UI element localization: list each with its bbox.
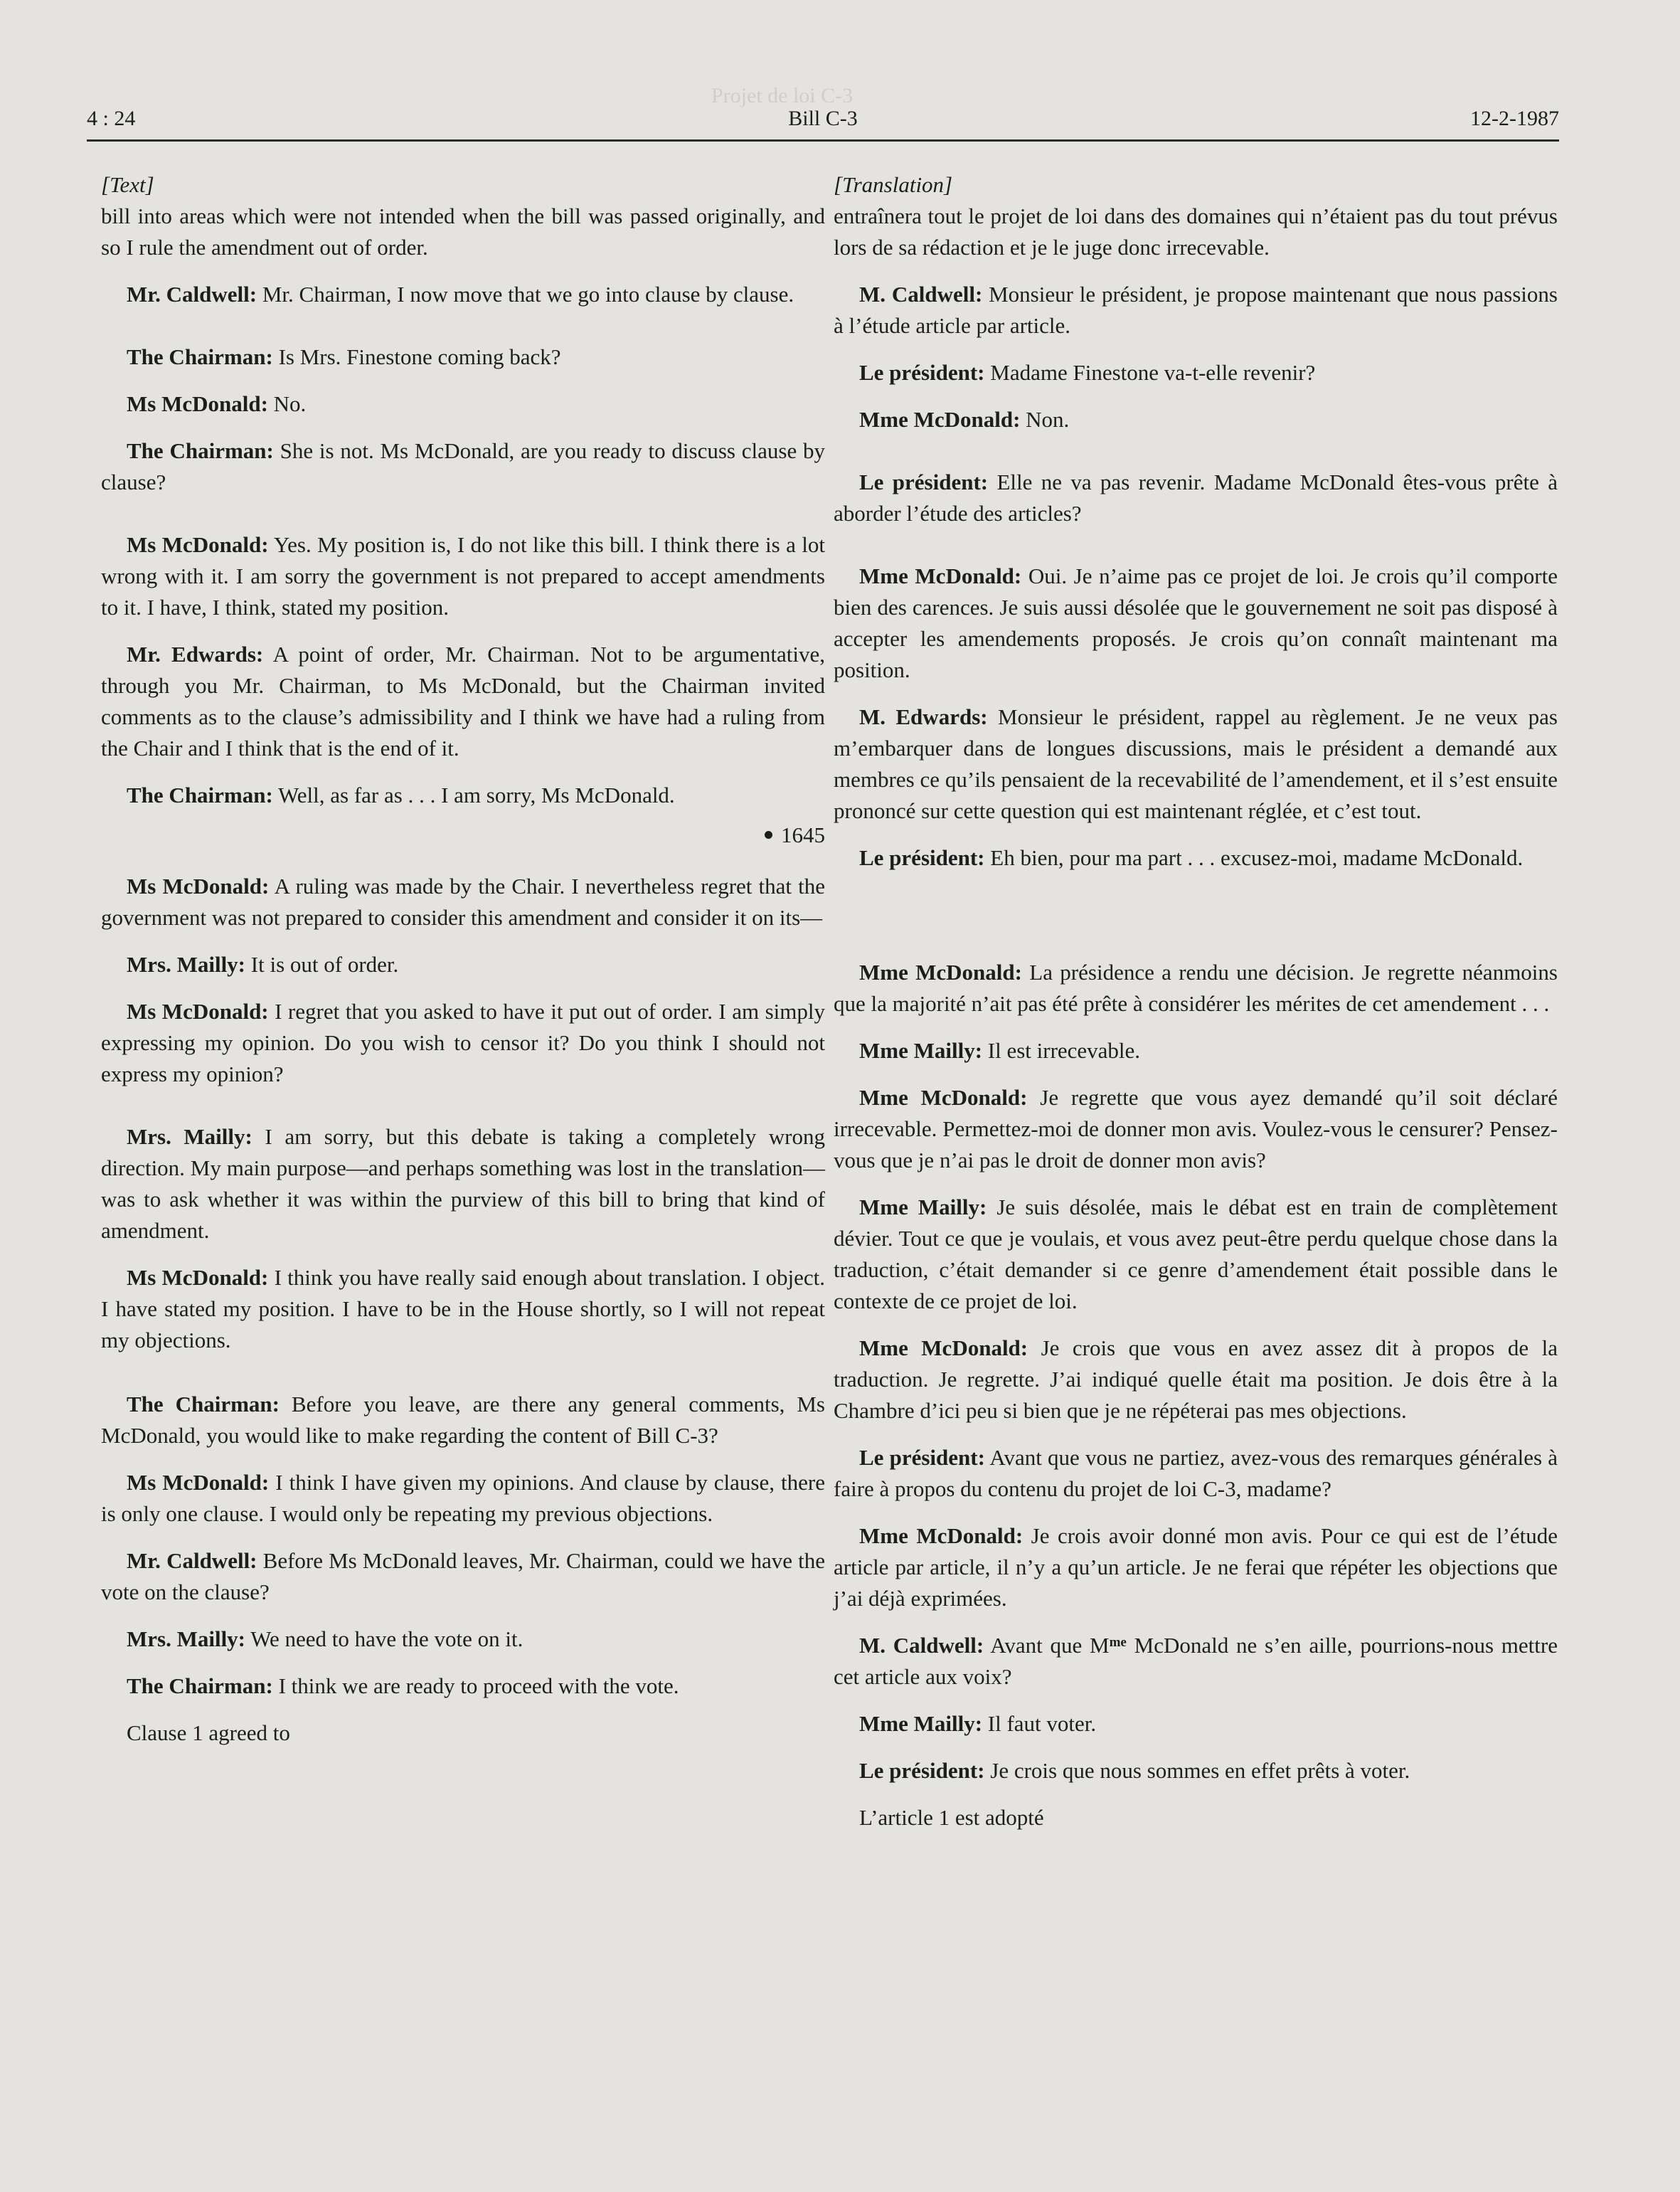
speaker-name: Le président: <box>859 1758 985 1783</box>
transcript-paragraph: Le président: Eh bien, pour ma part . . . excusez-moi, madame McDonald. <box>859 845 1524 870</box>
speaker-name: M. Edwards: <box>859 704 988 729</box>
transcript-paragraph: Ms McDonald: No. <box>127 391 307 416</box>
transcript-paragraph: Mme McDonald: Non. <box>859 407 1070 432</box>
speaker-name: M. Caldwell: <box>859 282 983 307</box>
transcript-paragraph: Ms McDonald: I think I have given my opinions. And clause by clause, there is only one clause. I would only be repeating my previous objections. <box>101 1470 825 1526</box>
motion-result: L’article 1 est adopté <box>859 1805 1044 1830</box>
french-column <box>834 169 1558 1849</box>
speaker-name: Ms McDonald: <box>127 391 268 416</box>
speaker-name: Mme McDonald: <box>859 1335 1028 1360</box>
transcript-paragraph: Le président: Elle ne va pas revenir. Madame McDonald êtes-vous prête à aborder l’étude des articles? <box>834 470 1558 526</box>
speaker-name: The Chairman: <box>127 1673 273 1698</box>
speaker-name: Ms McDonald: <box>127 999 269 1024</box>
speaker-name: Mr. Caldwell: <box>127 1548 257 1573</box>
speaker-name: Mr. Caldwell: <box>127 282 257 307</box>
transcript-paragraph: Mr. Caldwell: Mr. Chairman, I now move that we go into clause by clause. <box>127 282 794 307</box>
transcript-paragraph: The Chairman: She is not. Ms McDonald, are you ready to discuss clause by clause? <box>101 438 825 494</box>
speaker-name: Mr. Edwards: <box>127 642 264 667</box>
transcript-paragraph: M. Caldwell: Monsieur le président, je propose maintenant que nous passions à l’étude article par article. <box>834 282 1558 338</box>
page-header <box>87 107 1559 142</box>
speaker-name: Mrs. Mailly: <box>127 1124 252 1149</box>
transcript-paragraph: Mme McDonald: Je regrette que vous ayez demandé qu’il soit déclaré irrecevable. Permettez-moi de donner mon avis. Voulez-vous le censurer? Pensez-vous que je n’ai pas le droit de donner mon avis? <box>834 1085 1558 1172</box>
speaker-name: Mme McDonald: <box>859 960 1022 985</box>
speaker-name: The Chairman: <box>127 783 273 808</box>
speaker-name: Ms McDonald: <box>127 532 269 557</box>
page-date: 12-2-1987 <box>1470 107 1559 130</box>
transcript-paragraph: bill into areas which were not intended when the bill was passed originally, and so I rule the amendment out of order. <box>101 203 825 260</box>
english-column <box>101 169 825 1764</box>
transcript-paragraph: Mrs. Mailly: It is out of order. <box>127 952 399 977</box>
speaker-name: Mme Mailly: <box>859 1195 987 1219</box>
transcript-paragraph: Ms McDonald: Yes. My position is, I do not like this bill. I think there is a lot wrong with it. I am sorry the government is not prepared to accept amendments to it. I have, I think, stated my position. <box>101 532 825 620</box>
column-heading-text: [Translation] <box>834 172 953 197</box>
motion-result: Clause 1 agreed to <box>127 1720 290 1745</box>
transcript-paragraph: Mme Mailly: Il faut voter. <box>859 1711 1097 1736</box>
superscript: me <box>1109 1635 1127 1650</box>
column-heading-text: [Text] <box>101 172 154 197</box>
speaker-name: Mme McDonald: <box>859 1085 1028 1110</box>
speaker-name: Mme Mailly: <box>859 1711 983 1736</box>
time-marker: 1645 <box>101 820 825 851</box>
speaker-name: Le président: <box>859 1445 985 1470</box>
speaker-name: M. Caldwell: <box>859 1633 984 1658</box>
transcript-paragraph: Mrs. Mailly: We need to have the vote on it. <box>127 1626 523 1651</box>
speaker-name: Mrs. Mailly: <box>127 1626 246 1651</box>
bill-title: Bill C-3 <box>788 107 858 130</box>
transcript-paragraph: Mme McDonald: La présidence a rendu une décision. Je regrette néanmoins que la majorité n’ait pas été prête à considérer les mérites de cet amendement . . . <box>834 960 1558 1016</box>
transcript-paragraph: Mme Mailly: Je suis désolée, mais le débat est en train de complètement dévier. Tout ce que je voulais, et vous avez peut-être perdu quelque chose dans la traduction, c’était demander si ce genre d’amendement était possible dans le contexte de ce projet de loi. <box>834 1195 1558 1313</box>
speaker-name: Ms McDonald: <box>127 874 270 899</box>
transcript-paragraph: M. Caldwell: Avant que $M^{me}$ McDonald ne s’en aille, pourrions-nous mettre cet article aux voix? <box>834 1633 1558 1689</box>
transcript-paragraph: Ms McDonald: I regret that you asked to have it put out of order. I am simply expressing my opinion. Do you wish to censor it? Do you think I should not express my opinion? <box>101 999 825 1086</box>
speaker-name: Le président: <box>859 470 989 494</box>
transcript-paragraph: The Chairman: I think we are ready to proceed with the vote. <box>127 1673 679 1698</box>
transcript-paragraph: Le président: Je crois que nous sommes en effet prêts à voter. <box>859 1758 1410 1783</box>
speaker-name: The Chairman: <box>127 1392 280 1417</box>
speaker-name: The Chairman: <box>127 438 274 463</box>
transcript-paragraph: Mrs. Mailly: I am sorry, but this debate is taking a completely wrong direction. My main purpose—and perhaps something was lost in the translation—was to ask whether it was within the purview of this bill to bring that kind of amendment. <box>101 1124 825 1243</box>
transcript-paragraph: Mr. Caldwell: Before Ms McDonald leaves, Mr. Chairman, could we have the vote on the clause? <box>101 1548 825 1604</box>
speaker-name: Mme McDonald: <box>859 563 1022 588</box>
transcript-paragraph: The Chairman: Before you leave, are there any general comments, Ms McDonald, you would like to make regarding the content of Bill C-3? <box>101 1392 825 1448</box>
speaker-name: Ms McDonald: <box>127 1470 270 1495</box>
transcript-paragraph: The Chairman: Well, as far as . . . I am sorry, Ms McDonald. <box>127 783 675 808</box>
speaker-name: The Chairman: <box>127 344 273 369</box>
speaker-name: Ms McDonald: <box>127 1265 269 1290</box>
speaker-name: Le président: <box>859 360 985 385</box>
transcript-paragraph: Le président: Madame Finestone va-t-elle revenir? <box>859 360 1316 385</box>
transcript-paragraph: Le président: Avant que vous ne partiez, avez-vous des remarques générales à faire à propos du contenu du projet de loi C-3, madame? <box>834 1445 1558 1501</box>
transcript-paragraph: Mme Mailly: Il est irrecevable. <box>859 1038 1141 1063</box>
bullet-icon <box>765 831 772 839</box>
speaker-name: Mme McDonald: <box>859 407 1021 432</box>
transcript-paragraph: Ms McDonald: A ruling was made by the Chair. I nevertheless regret that the government was not prepared to consider this amendment and consider it on its— <box>101 874 825 930</box>
speaker-name: Le président: <box>859 845 985 870</box>
transcript-paragraph: M. Edwards: Monsieur le président, rappel au règlement. Je ne veux pas m’embarquer dans de longues discussions, mais le président a demandé aux membres ce qu’ils pensaient de la recevabilité de l’amendement, et il s’est ensuite prononcé sur cette question qui est maintenant réglée, et c’est tout. <box>834 704 1558 823</box>
speaker-name: Mme McDonald: <box>859 1523 1024 1548</box>
transcript-paragraph: Mr. Edwards: A point of order, Mr. Chairman. Not to be argumentative, through you Mr. Chairman, to Ms McDonald, but the Chairman invited comments as to the clause’s admissibility and I think we have had a ruling from the Chair and I think that is the end of it. <box>101 642 825 761</box>
transcript-paragraph: Mme McDonald: Je crois que vous en avez assez dit à propos de la traduction. Je regrette. J’ai indiqué quelle était ma position. Je dois être à la Chambre d’ici peu si bien que je ne répéterai pas mes objections. <box>834 1335 1558 1423</box>
transcript-paragraph: Mme McDonald: Oui. Je n’aime pas ce projet de loi. Je crois qu’il comporte bien des carences. Je suis aussi désolée que le gouvernement ne soit pas disposé à accepter les amendements proposés. Je crois qu’on connaît maintenant ma position. <box>834 563 1558 682</box>
page-number: 4 : 24 <box>87 107 136 130</box>
speaker-name: Mme Mailly: <box>859 1038 983 1063</box>
speaker-name: Mrs. Mailly: <box>127 952 246 977</box>
transcript-paragraph: Mme McDonald: Je crois avoir donné mon avis. Pour ce qui est de l’étude article par article, il n’y a qu’un article. Je ne ferai que répéter les objections que j’ai déjà exprimées. <box>834 1523 1558 1611</box>
transcript-paragraph: entraînera tout le projet de loi dans des domaines qui n’étaient pas du tout prévus lors de sa rédaction et je le juge donc irrecevable. <box>834 203 1558 260</box>
show-through-header: Projet de loi C-3 <box>711 84 854 107</box>
transcript-paragraph: The Chairman: Is Mrs. Finestone coming back? <box>127 344 561 369</box>
transcript-paragraph: Ms McDonald: I think you have really said enough about translation. I object. I have stated my position. I have to be in the House shortly, so I will not repeat my objections. <box>101 1265 825 1352</box>
